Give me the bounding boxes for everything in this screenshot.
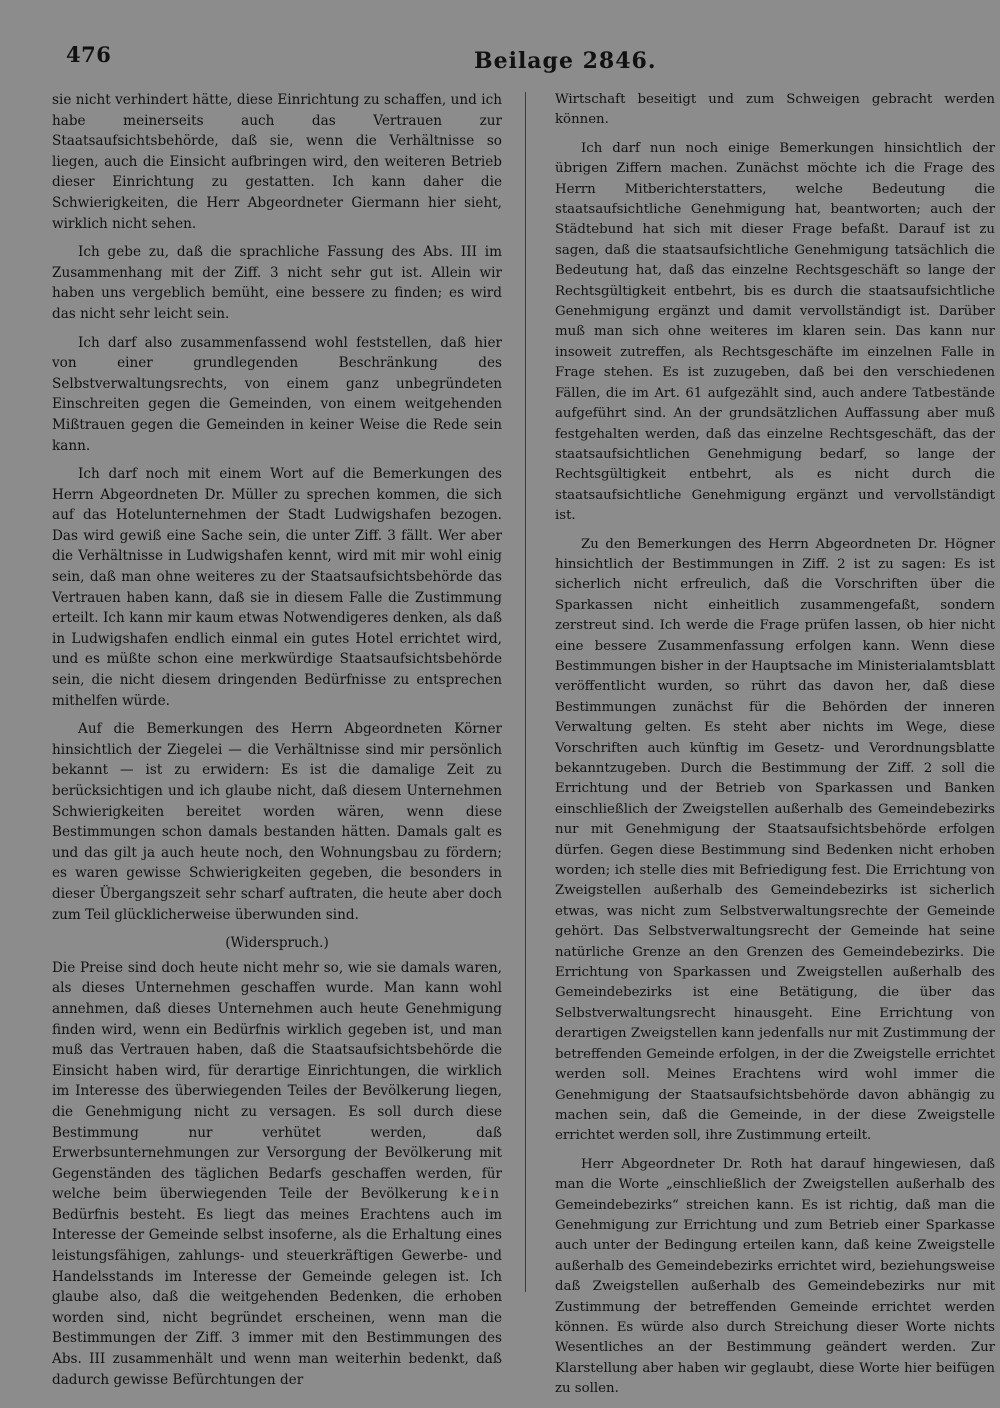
- paragraph: [52, 958, 502, 1390]
- paragraph: Ich darf also zusammenfassend wohl feststellen, daß hier von einer grundlegenden Beschränkung des Selbstverwaltungsrechts, von einem ganz unbegründeten Einschreiten gegen die Gemeinden, von einem weitgehenden Mißtrauen gegen die Gemeinden in keiner Weise die Rede sein kann.: [52, 334, 502, 454]
- paragraph: Ich gebe zu, daß die sprachliche Fassung des Abs. III im Zusammenhang mit der Ziff. 3 nicht sehr gut ist. Allein wir haben uns vergeblich bemüht, eine bessere zu finden; es wird das nicht sehr leicht sein.: [52, 244, 502, 322]
- page-title: Beilage 2846.: [474, 48, 657, 74]
- paragraph: Herr Abgeordneter Dr. Roth hat darauf hingewiesen, daß man die Worte „einschließlich der Zweigstellen außerhalb des Gemeindebezirks“ streichen kann. Es ist richtig, daß man die Genehmigung zur Errichtung und zum Betrieb einer Sparkasse auch unter der Bedingung erteilen kann, daß keine Zweigstelle außerhalb des Gemeindebezirks errichtet wird, beziehungsweise daß Zweigstellen außerhalb des Gemeindebezirks nur mit Zustimmung der betreffenden Gemeinde errichtet werden können. Es würde also durch Streichung dieser Worte nichts Wesentliches an der Bestimmung geändert werden. Zur Klarstellung aber haben wir geglaubt, diese Worte hier beifügen zu sollen.: [555, 1156, 995, 1397]
- paragraph: Zu den Bemerkungen des Herrn Abgeordneten Dr. Högner hinsichtlich der Bestimmungen in Ziff. 2 ist zu sagen: Es ist sicherlich nicht erfreulich, daß die Vorschriften über die Sparkassen nicht einheitlich zusammengefaßt, sondern zerstreut sind. Ich werde die Frage prüfen lassen, ob hier nicht eine bessere Zusammenfassung erfolgen kann. Wenn diese Bestimmungen bisher in der Hauptsache im Ministerialamtsblatt veröffentlicht wurden, so rührt das davon her, daß diese Bestimmungen zunächst für die Behörden der inneren Verwaltung gelten. Es steht aber nichts im Wege, diese Vorschriften auch künftig im Gesetz- und Verordnungsblatte bekanntzugeben. Durch die Bestimmung der Ziff. 2 soll die Errichtung und der Betrieb von Sparkassen und Banken einschließlich der Zweigstellen außerhalb des Gemeindebezirks nur mit Genehmigung der Staatsaufsichtsbehörde erfolgen dürfen. Gegen diese Bestimmung sind Bedenken nicht erhoben worden; ich stelle dies mit Befriedigung fest. Die Errichtung von Zweigstellen außerhalb des Gemeindebezirks ist sicherlich etwas, was nicht zum Selbstverwaltungsrechte der Gemeinde gehört. Das Selbstverwaltungsrecht der Gemeinde hat seine natürliche Grenze an den Grenzen des Gemeindebezirks. Die Errichtung von Sparkassen und Zweigstellen außerhalb des Gemeindebezirks ist eine Betätigung, die über das Selbstverwaltungsrecht hinausgeht. Eine Errichtung von derartigen Zweigstellen kann jedenfalls nur mit Zustimmung der betreffenden Gemeinde erfolgen, in der die Zweigstelle errichtet werden soll. Meines Erachtens wird wohl immer die Genehmigung der Staatsaufsichtsbehörde davon abhängig zu machen sein, daß die Gemeinde, in der diese Zweigstelle errichtet werden soll, ihre Zustimmung erteilt.: [555, 536, 995, 1144]
- paragraph: Ich darf nun noch einige Bemerkungen hinsichtlich der übrigen Ziffern machen. Zunächst möchte ich die Frage des Herrn Mitberichterstatters, welche Bedeutung die staatsaufsichtliche Genehmigung hat, beantworten; auch der Städtebund hat sich mit dieser Frage befaßt. Darauf ist zu sagen, daß die staatsaufsichtliche Genehmigung tatsächlich die Bedeutung hat, daß das einzelne Rechtsgeschäft so lange der Rechtsgültigkeit entbehrt, bis es durch die staatsaufsichtliche Genehmigung ergänzt und damit vervollständigt ist. Darüber muß man sich ohne weiteres im klaren sein. Das kann nur insoweit zutreffen, als Rechtsgeschäfte im einzelnen Falle in Frage stehen. Es ist zuzugeben, daß bei den verschiedenen Fällen, die im Art. 61 aufgezählt sind, auch andere Tatbestände aufgeführt sind. An der grundsätzlichen Auffassung aber muß festgehalten werden, daß das einzelne Rechtsgeschäft, das der staatsaufsichtlichen Genehmigung bedarf, so lange der Rechtsgültigkeit entbehrt, als es nicht durch die staatsaufsichtliche Genehmigung ergänzt und vervollständigt ist.: [555, 140, 995, 524]
- right-column: [555, 90, 995, 1408]
- paragraph-text: Die Preise sind doch heute nicht mehr so, wie sie damals waren, als dieses Unternehmen geschaffen wurde. Man kann wohl annehmen, daß dieses Unternehmen auch heute Genehmigung finden wird, wenn ein Bedürfnis wirklich gegeben ist, und man muß das Vertrauen haben, daß die Staatsaufsichtsbehörde die Einsicht haben wird, für derartige Einrichtungen, die wirklich im Interesse des überwiegenden Teiles der Bevölkerung liegen, die Genehmigung nicht zu versagen. Es soll durch diese Bestimmung nur verhütet werden, daß Erwerbsunternehmungen zur Versorgung der Bevölkerung mit Gegenständen des täglichen Bedarfs geschaffen werden, für welche beim überwiegenden Teile der Bevölkerung: [52, 959, 502, 1203]
- page-number: 476: [66, 42, 112, 67]
- column-divider: [525, 92, 526, 1292]
- paragraph-text: Bedürfnis besteht. Es liegt das meines Erachtens auch im Interesse der Gemeinde selbst insoferne, als die Erhaltung eines leistungsfähigen, zahlungs- und steuerkräftigen Gewerbe- und Handelsstands im Interesse der Gemeinde gelegen ist. Ich glaube also, daß die weitgehenden Bedenken, die erhoben worden sind, nicht begründet erscheinen, wenn man die Bestimmungen der Ziff. 3 immer mit den Bestimmungen des Abs. III zusammenhält und wenn man weiterhin bedenkt, daß dadurch gewisse Befürchtungen der: [52, 1206, 502, 1388]
- interjection: (Widerspruch.): [225, 935, 329, 952]
- left-column: [52, 90, 502, 1398]
- paragraph: sie nicht verhindert hätte, diese Einrichtung zu schaffen, und ich habe meinerseits auch das Vertrauen zur Staatsaufsichtsbehörde, daß sie, wenn die Verhältnisse so liegen, auch die Einsicht aufbringen wird, den weiteren Betrieb dieser Einrichtung zu gestatten. Ich kann daher die Schwierigkeiten, die Herr Abgeordneter Giermann hier sieht, wirklich nicht sehen.: [52, 92, 502, 232]
- paragraph: Ich darf noch mit einem Wort auf die Bemerkungen des Herrn Abgeordneten Dr. Müller zu sprechen kommen, die sich auf das Hotelunternehmen der Stadt Ludwigshafen bezogen. Das wird gewiß eine Sache sein, die unter Ziff. 3 fällt. Wer aber die Verhältnisse in Ludwigshafen kennt, wird mit mir wohl einig sein, daß man ohne weiteres zu der Staatsaufsichtsbehörde das Vertrauen haben kann, daß sie in diesem Falle die Zustimmung erteilt. Ich kann mir kaum etwas Notwendigeres denken, als daß in Ludwigshafen endlich einmal ein gutes Hotel errichtet wird, und es müßte schon eine merkwürdige Staatsaufsichtsbehörde sein, die nicht diesem dringenden Bedürfnisse zu entsprechen mithelfen würde.: [52, 466, 502, 709]
- emphasized-word: kein: [460, 1186, 502, 1203]
- page-header: [0, 0, 1000, 80]
- paragraph: Wirtschaft beseitigt und zum Schweigen gebracht werden können.: [555, 92, 995, 128]
- paragraph: Auf die Bemerkungen des Herrn Abgeordneten Körner hinsichtlich der Ziegelei — die Verhältnisse sind mir persönlich bekannt — ist zu erwidern: Es ist die damalige Zeit zu berücksichtigen und ich glaube nicht, daß diesem Unternehmen Schwierigkeiten bereitet worden wären, wenn diese Bestimmungen schon damals bestanden hätten. Damals galt es und das gilt ja auch heute noch, den Wohnungsbau zu fördern; es waren gewisse Schwierigkeiten gegeben, die besonders in dieser Übergangszeit sehr scharf auftraten, die heute aber doch zum Teil glücklicherweise überwunden sind.: [52, 721, 502, 923]
